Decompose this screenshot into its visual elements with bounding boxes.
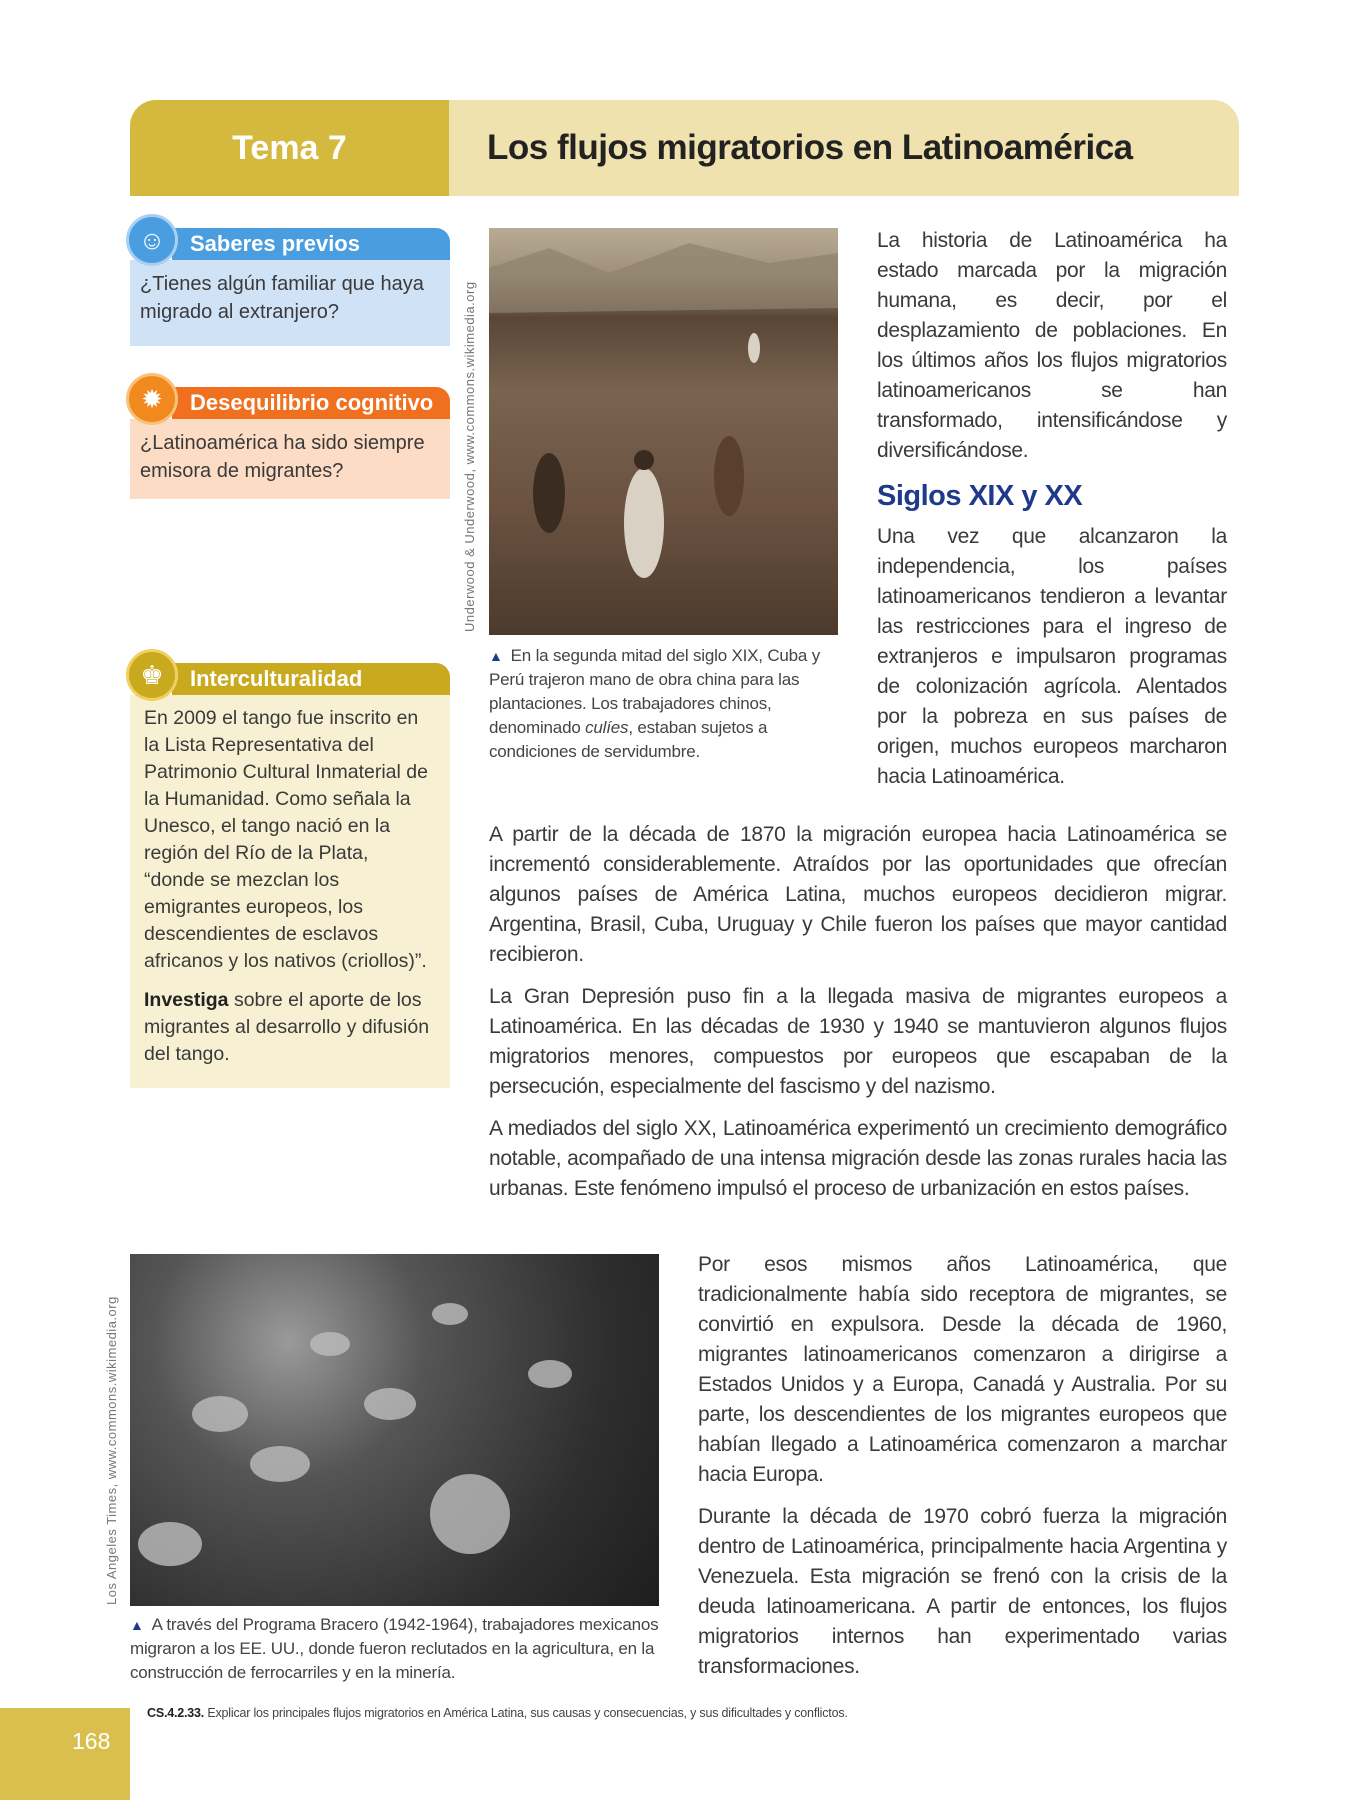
saberes-previos-question: ¿Tienes algún familiar que haya migrado al extranjero?	[130, 260, 450, 346]
triangle-bullet-icon: ▲	[130, 1617, 144, 1633]
photo-credit: Los Angeles Times, www.commons.wikimedia.org	[104, 1296, 119, 1605]
cotton-plantation-photo	[489, 228, 838, 635]
paragraph: A mediados del siglo XX, Latinoamérica experimentó un crecimiento demográfico notable, acompañado de una intensa migración desde las zonas rurales hacia las urbanas. Este fenómeno impulsó el proceso de urbanización en estos países.	[489, 1117, 1227, 1200]
interculturalidad-box	[130, 659, 450, 1088]
section-heading: Siglos XIX y XX	[877, 480, 1083, 512]
saberes-previos-box	[130, 224, 450, 346]
lower-right-column	[698, 1250, 1227, 1694]
page-number-tab	[0, 1708, 130, 1800]
desequilibrio-question: ¿Latinoamérica ha sido siempre emisora de migrantes?	[130, 419, 450, 499]
paragraph: Durante la década de 1970 cobró fuerza la migración dentro de Latinoamérica, principalmente hacia Argentina y Venezuela. Esta migración se frenó con la crisis de la deuda latinoamericana. A partir de entonces, los flujos migratorios internos han experimentado varias transformaciones.	[698, 1505, 1227, 1678]
interculturalidad-title: Interculturalidad	[172, 663, 450, 695]
bracero-crowd-photo	[130, 1254, 659, 1606]
desequilibrio-title: Desequilibrio cognitivo	[172, 387, 450, 419]
topic-number: Tema 7	[130, 100, 449, 196]
topic-header	[130, 100, 1239, 196]
investiga-text: Investiga sobre el aporte de los migrantes al desarrollo y difusión del tango.	[144, 989, 430, 1065]
photo-credit: Underwood & Underwood, www.commons.wikimedia.org	[462, 281, 477, 632]
interculturalidad-text: En 2009 el tango fue inscrito en la Lista Representativa del Patrimonio Cultural Inmaterial de la Humanidad. Como señala la Unesco, el tango nació en la región del Río de la Plata, “donde se mezclan los emigrantes europeos, los descendientes de esclavos africanos y los nativos (criollos)”.	[144, 707, 428, 972]
section-paragraph: Una vez que alcanzaron la independencia, los países latinoamericanos tendieron a levantar las restricciones para el ingreso de extranjeros e impulsaron programas de colonización agrícola. Alentados por la pobreza en sus países de origen, muchos europeos marcharon hacia Latinoamérica.	[877, 525, 1227, 788]
main-paragraphs	[489, 820, 1227, 1216]
right-column	[877, 226, 1227, 804]
brain-head-icon: ☺	[126, 214, 178, 266]
page-number: 168	[72, 1728, 111, 1754]
paragraph: La Gran Depresión puso fin a la llegada masiva de migrantes europeos a Latinoamérica. En las décadas de 1930 y 1940 se mantuvieron algunos flujos migratorios menores, compuestos por europeos que escapaban de la persecución, especialmente del fascismo y del nazismo.	[489, 985, 1227, 1098]
desequilibrio-box	[130, 383, 450, 499]
paragraph: A partir de la década de 1870 la migración europea hacia Latinoamérica se incrementó considerablemente. Atraídos por las oportunidades que ofrecían algunos países de América Latina, muchos europeos decidieron migrar. Argentina, Brasil, Cuba, Uruguay y Chile fueron los países que mayor cantidad recibieron.	[489, 823, 1227, 966]
lightbulb-brain-icon: ✹	[126, 373, 178, 425]
photo-caption: ▲ A través del Programa Bracero (1942-1964), trabajadores mexicanos migraron a los EE. UU., donde fueron reclutados en la agricultura, en la construcción de ferrocarriles y en la minería.	[130, 1615, 659, 1682]
saberes-previos-title: Saberes previos	[172, 228, 450, 260]
page-title: Los flujos migratorios en Latinoamérica	[487, 128, 1133, 167]
intro-paragraph: La historia de Latinoamérica ha estado marcada por la migración humana, es decir, por el desplazamiento de poblaciones. En los últimos años los flujos migratorios latinoamericanos se han transformado, intensificándose y diversificándose.	[877, 229, 1227, 462]
curriculum-footnote: CS.4.2.33. Explicar los principales flujos migratorios en América Latina, sus causas y consecuencias, y sus dificultades y conflictos.	[147, 1706, 848, 1720]
triangle-bullet-icon: ▲	[489, 648, 503, 664]
photo-caption: ▲ En la segunda mitad del siglo XIX, Cuba y Perú trajeron mano de obra china para las plantaciones. Los trabajadores chinos, denominado culíes, estaban sujetos a condiciones de servidumbre.	[489, 646, 820, 761]
paragraph: Por esos mismos años Latinoamérica, que tradicionalmente había sido receptora de migrantes, se convirtió en expulsora. Desde la década de 1960, migrantes latinoamericanos comenzaron a dirigirse a Estados Unidos y a Europa, Canadá y Australia. Por su parte, los descendientes de los migrantes europeos que habían llegado a Latinoamérica comenzaron a marchar hacia Europa.	[698, 1253, 1227, 1486]
people-icon: ♚	[126, 649, 178, 701]
